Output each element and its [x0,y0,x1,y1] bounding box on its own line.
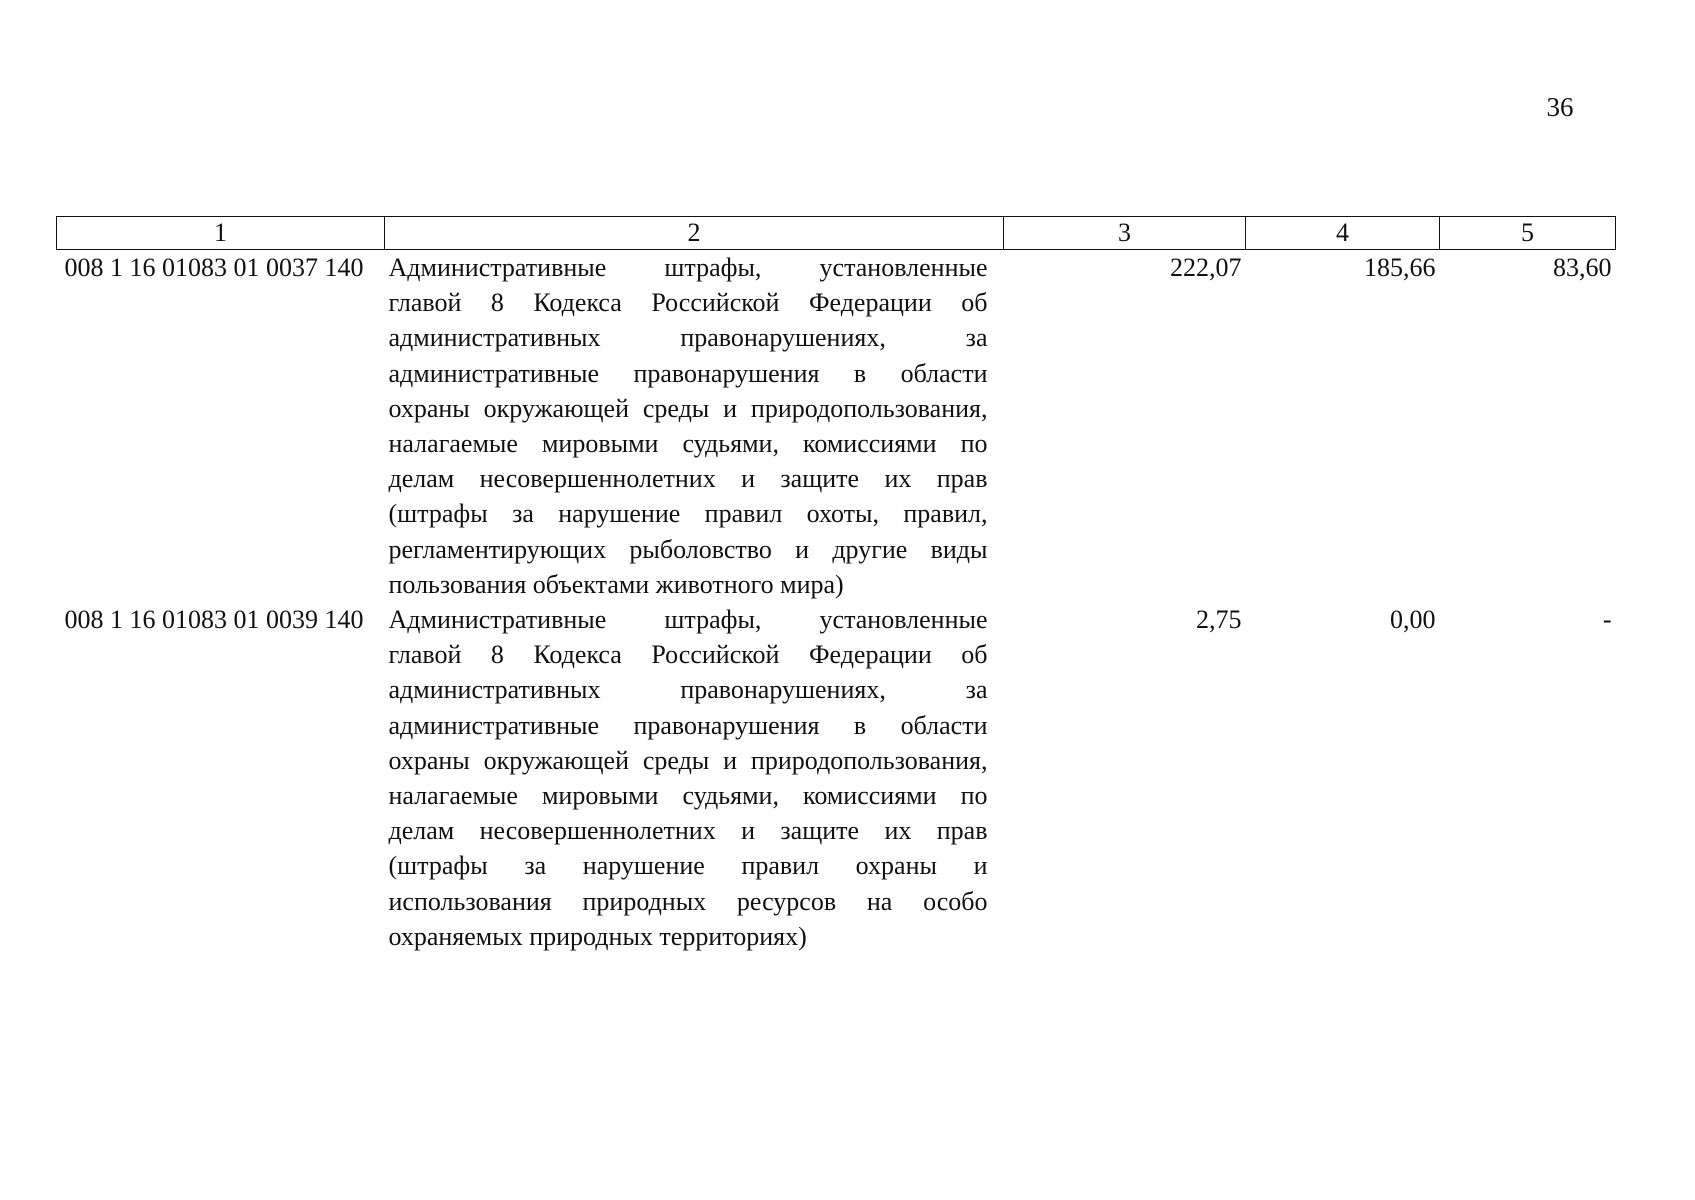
description-line: Административные штрафы, установленные [388,605,988,635]
table-header [57,217,1616,250]
page-number: 36 [1546,92,1574,122]
header-row [57,217,1616,250]
description-line: регламентирующих рыболовство и другие виды [388,534,988,564]
header-col-5: 5 [1440,217,1616,250]
table-row [57,602,1616,954]
header-col-3: 3 [1004,217,1246,250]
header-col-4: 4 [1246,217,1440,250]
description-line: административные правонарушения в области [388,358,988,388]
table-row [57,250,1616,603]
header-col-1: 1 [57,217,385,250]
budget-code: 008 1 16 01083 01 0039 140 [64,605,364,635]
value-col-5: 83,60 [1553,253,1612,282]
description-line: налагаемые мировыми судьями, комиссиями по [388,429,988,459]
description-line: главой 8 Кодекса Российской Федерации об [388,640,988,670]
value-col-4: 185,66 [1364,253,1436,282]
description-line: (штрафы за нарушение правил охоты, правил, [388,499,988,529]
description-line: делам несовершеннолетних и защите их прав [388,464,988,494]
description-line: административных правонарушениях, за [388,675,988,705]
description-line: использования природных ресурсов на особо [388,886,988,916]
description-line: главой 8 Кодекса Российской Федерации об [388,288,988,318]
description-line: пользования объектами животного мира) [388,569,844,599]
description-line: (штрафы за нарушение правил охраны и [388,851,988,881]
description-line: административные правонарушения в области [388,710,988,740]
description [385,250,1004,603]
header-col-2: 2 [385,217,1004,250]
description-line: делам несовершеннолетних и защите их прав [388,816,988,846]
description-line: охраны окружающей среды и природопользования, [388,745,988,775]
value-col-5: - [1602,605,1612,635]
description-line: налагаемые мировыми судьями, комиссиями по [388,781,988,811]
value-col-4: 0,00 [1390,605,1436,635]
description-line: охраняемых природных территориях) [388,921,807,951]
description-line: административных правонарушениях, за [388,323,988,353]
description [385,602,1004,954]
table-body [57,250,1616,955]
value-col-3: 2,75 [1196,605,1242,635]
budget-table [56,216,1616,954]
description-line: охраны окружающей среды и природопользования, [388,393,988,423]
value-col-3: 222,07 [1170,253,1242,282]
description-line: Административные штрафы, установленные [388,253,988,282]
budget-code: 008 1 16 01083 01 0037 140 [64,253,364,282]
